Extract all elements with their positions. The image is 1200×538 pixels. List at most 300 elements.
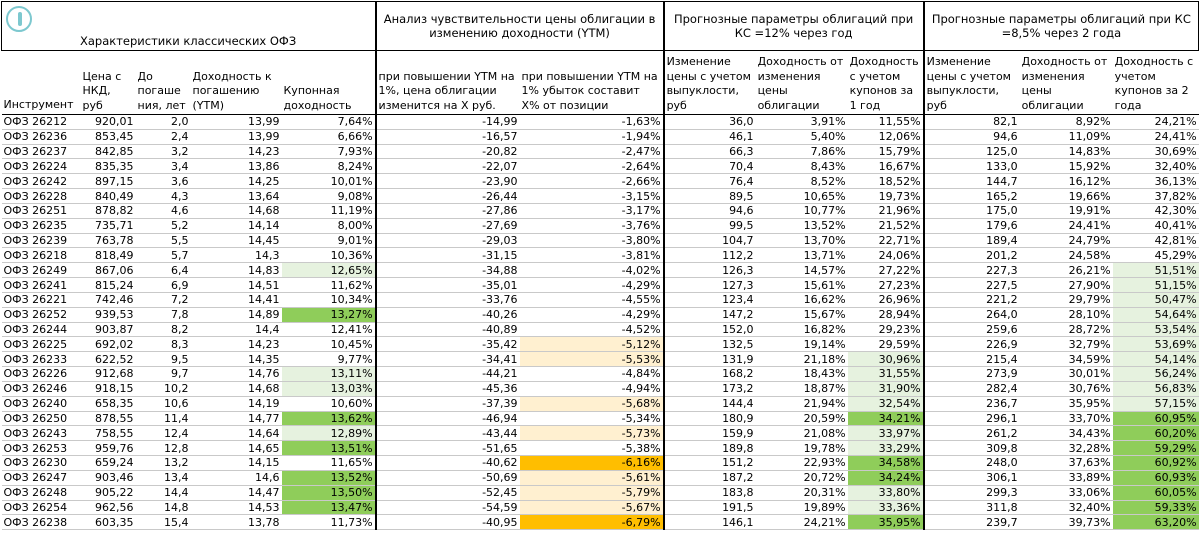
cell-price: 959,76 — [81, 441, 136, 456]
cell-coupon-yield: 6,66% — [282, 129, 376, 144]
cell-price-yield-1y: 19,78% — [756, 441, 848, 456]
cell-price-change-convexity-1y: 89,5 — [664, 189, 756, 204]
cell-price-change-convexity-2y: 179,6 — [924, 218, 1020, 233]
cell-price-change-convexity-2y: 189,4 — [924, 233, 1020, 248]
cell-price-yield-2y: 32,79% — [1020, 337, 1113, 352]
cell-total-yield-1y: 22,71% — [848, 233, 924, 248]
cell-price: 905,22 — [81, 485, 136, 500]
cell-ytm: 14,23 — [191, 337, 282, 352]
cell-coupon-yield: 10,01% — [282, 174, 376, 189]
cell-total-yield-2y: 50,47% — [1113, 292, 1199, 307]
cell-price-change-1pct: -40,26 — [376, 307, 520, 322]
cell-price-change-convexity-2y: 264,0 — [924, 307, 1020, 322]
ofz-table — [1, 1, 1199, 530]
cell-price-change-convexity-2y: 215,4 — [924, 352, 1020, 367]
cell-total-yield-1y: 31,55% — [848, 367, 924, 382]
cell-price-change-1pct: -34,41 — [376, 352, 520, 367]
cell-total-yield-1y: 15,79% — [848, 144, 924, 159]
table-row — [2, 456, 1199, 471]
cell-price: 758,55 — [81, 426, 136, 441]
cell-price: 659,24 — [81, 456, 136, 471]
cell-instrument: ОФЗ 26225 — [2, 337, 81, 352]
table-row — [2, 426, 1199, 441]
cell-price-change-1pct: -35,01 — [376, 278, 520, 293]
cell-price-yield-2y: 26,21% — [1020, 263, 1113, 278]
cell-ytm: 14,4 — [191, 322, 282, 337]
cell-price: 962,56 — [81, 500, 136, 515]
cell-total-yield-1y: 33,80% — [848, 485, 924, 500]
cell-loss-pct: -5,12% — [520, 337, 664, 352]
cell-instrument: ОФЗ 26254 — [2, 500, 81, 515]
cell-price: 840,49 — [81, 189, 136, 204]
cell-years-to-maturity: 2,0 — [136, 115, 191, 130]
cell-years-to-maturity: 5,5 — [136, 233, 191, 248]
cell-price-change-convexity-1y: 127,3 — [664, 278, 756, 293]
cell-ytm: 14,47 — [191, 485, 282, 500]
cell-price-yield-2y: 8,92% — [1020, 115, 1113, 130]
cell-price-change-convexity-1y: 180,9 — [664, 411, 756, 426]
cell-total-yield-2y: 60,92% — [1113, 456, 1199, 471]
cell-price: 763,78 — [81, 233, 136, 248]
cell-total-yield-2y: 42,81% — [1113, 233, 1199, 248]
cell-price-yield-2y: 39,73% — [1020, 515, 1113, 530]
cell-price-change-convexity-1y: 152,0 — [664, 322, 756, 337]
table-row — [2, 470, 1199, 485]
cell-price-change-convexity-2y: 273,9 — [924, 367, 1020, 382]
cell-total-yield-1y: 21,52% — [848, 218, 924, 233]
cell-price-change-convexity-1y: 191,5 — [664, 500, 756, 515]
cell-total-yield-1y: 35,95% — [848, 515, 924, 530]
cell-price-yield-1y: 13,52% — [756, 218, 848, 233]
cell-price-change-convexity-1y: 132,5 — [664, 337, 756, 352]
cell-price-yield-1y: 5,40% — [756, 129, 848, 144]
cell-coupon-yield: 10,36% — [282, 248, 376, 263]
cell-ytm: 14,65 — [191, 441, 282, 456]
cell-price-yield-2y: 30,01% — [1020, 367, 1113, 382]
cell-coupon-yield: 11,73% — [282, 515, 376, 530]
column-header-price-change-convexity-2y: Изменение цены с учетом выпуклости, руб — [924, 51, 1020, 115]
cell-loss-pct: -5,68% — [520, 396, 664, 411]
cell-price-yield-2y: 29,79% — [1020, 292, 1113, 307]
cell-loss-pct: -1,63% — [520, 115, 664, 130]
cell-price-change-convexity-2y: 282,4 — [924, 381, 1020, 396]
cell-price-change-1pct: -23,90 — [376, 174, 520, 189]
cell-price-change-convexity-1y: 46,1 — [664, 129, 756, 144]
table-row — [2, 485, 1199, 500]
cell-price-change-1pct: -27,69 — [376, 218, 520, 233]
table-row — [2, 411, 1199, 426]
cell-ytm: 14,51 — [191, 278, 282, 293]
cell-ytm: 14,77 — [191, 411, 282, 426]
cell-price-change-convexity-1y: 147,2 — [664, 307, 756, 322]
cell-loss-pct: -5,79% — [520, 485, 664, 500]
cell-price-change-1pct: -50,69 — [376, 470, 520, 485]
cell-total-yield-1y: 34,58% — [848, 456, 924, 471]
cell-price-yield-1y: 16,62% — [756, 292, 848, 307]
cell-loss-pct: -5,34% — [520, 411, 664, 426]
cell-years-to-maturity: 9,7 — [136, 367, 191, 382]
column-header-row — [2, 51, 1199, 115]
cell-price-yield-1y: 21,94% — [756, 396, 848, 411]
cell-years-to-maturity: 5,7 — [136, 248, 191, 263]
cell-years-to-maturity: 6,4 — [136, 263, 191, 278]
table-row — [2, 189, 1199, 204]
cell-price-change-convexity-1y: 70,4 — [664, 159, 756, 174]
cell-price-yield-1y: 8,52% — [756, 174, 848, 189]
cell-years-to-maturity: 3,6 — [136, 174, 191, 189]
cell-years-to-maturity: 13,2 — [136, 456, 191, 471]
cell-ytm: 14,19 — [191, 396, 282, 411]
cell-price: 939,53 — [81, 307, 136, 322]
cell-ytm: 14,76 — [191, 367, 282, 382]
cell-price-change-convexity-1y: 126,3 — [664, 263, 756, 278]
cell-total-yield-1y: 16,67% — [848, 159, 924, 174]
cell-price-yield-1y: 13,70% — [756, 233, 848, 248]
cell-total-yield-1y: 30,96% — [848, 352, 924, 367]
cell-coupon-yield: 13,47% — [282, 500, 376, 515]
cell-coupon-yield: 8,00% — [282, 218, 376, 233]
cell-total-yield-2y: 30,69% — [1113, 144, 1199, 159]
cell-loss-pct: -6,79% — [520, 515, 664, 530]
cell-loss-pct: -4,29% — [520, 307, 664, 322]
table-row — [2, 203, 1199, 218]
cell-coupon-yield: 10,34% — [282, 292, 376, 307]
cell-price-yield-2y: 11,09% — [1020, 129, 1113, 144]
cell-price-change-1pct: -14,99 — [376, 115, 520, 130]
cell-price: 920,01 — [81, 115, 136, 130]
column-header-price: Цена с НКД, руб — [81, 51, 136, 115]
cell-ytm: 14,25 — [191, 174, 282, 189]
cell-total-yield-2y: 59,33% — [1113, 500, 1199, 515]
cell-coupon-yield: 13,51% — [282, 441, 376, 456]
cell-price: 897,15 — [81, 174, 136, 189]
cell-ytm: 14,53 — [191, 500, 282, 515]
cell-coupon-yield: 13,62% — [282, 411, 376, 426]
cell-instrument: ОФЗ 26243 — [2, 426, 81, 441]
cell-price-change-convexity-2y: 261,2 — [924, 426, 1020, 441]
cell-loss-pct: -4,29% — [520, 278, 664, 293]
cell-price-yield-2y: 35,95% — [1020, 396, 1113, 411]
cell-instrument: ОФЗ 26252 — [2, 307, 81, 322]
cell-coupon-yield: 12,41% — [282, 322, 376, 337]
cell-years-to-maturity: 3,2 — [136, 144, 191, 159]
cell-price-change-convexity-2y: 296,1 — [924, 411, 1020, 426]
cell-price-change-1pct: -52,45 — [376, 485, 520, 500]
cell-loss-pct: -4,55% — [520, 292, 664, 307]
cell-price-yield-1y: 15,67% — [756, 307, 848, 322]
cell-instrument: ОФЗ 26230 — [2, 456, 81, 471]
cell-coupon-yield: 13,03% — [282, 381, 376, 396]
table-row — [2, 500, 1199, 515]
cell-years-to-maturity: 11,4 — [136, 411, 191, 426]
cell-total-yield-2y: 37,82% — [1113, 189, 1199, 204]
cell-loss-pct: -5,67% — [520, 500, 664, 515]
cell-price-change-convexity-2y: 227,5 — [924, 278, 1020, 293]
cell-coupon-yield: 11,19% — [282, 203, 376, 218]
cell-total-yield-2y: 24,21% — [1113, 115, 1199, 130]
cell-price: 692,02 — [81, 337, 136, 352]
cell-total-yield-1y: 33,29% — [848, 441, 924, 456]
cell-ytm: 14,14 — [191, 218, 282, 233]
cell-price-yield-1y: 10,65% — [756, 189, 848, 204]
cell-instrument: ОФЗ 26244 — [2, 322, 81, 337]
cell-ytm: 14,89 — [191, 307, 282, 322]
cell-price-change-1pct: -40,62 — [376, 456, 520, 471]
cell-price-change-1pct: -44,21 — [376, 367, 520, 382]
cell-instrument: ОФЗ 26249 — [2, 263, 81, 278]
cell-instrument: ОФЗ 26236 — [2, 129, 81, 144]
cell-instrument: ОФЗ 26212 — [2, 115, 81, 130]
cell-years-to-maturity: 15,4 — [136, 515, 191, 530]
cell-total-yield-2y: 54,14% — [1113, 352, 1199, 367]
cell-instrument: ОФЗ 26250 — [2, 411, 81, 426]
cell-coupon-yield: 13,11% — [282, 367, 376, 382]
cell-price-change-convexity-1y: 168,2 — [664, 367, 756, 382]
cell-years-to-maturity: 7,2 — [136, 292, 191, 307]
cell-price-change-convexity-1y: 123,4 — [664, 292, 756, 307]
cell-years-to-maturity: 4,6 — [136, 203, 191, 218]
cell-total-yield-1y: 26,96% — [848, 292, 924, 307]
cell-price-yield-2y: 24,79% — [1020, 233, 1113, 248]
cell-price-change-convexity-2y: 144,7 — [924, 174, 1020, 189]
cell-price-yield-1y: 19,14% — [756, 337, 848, 352]
column-header-instrument: Инструмент — [2, 51, 81, 115]
column-header-coupon-yield: Купонная доходность — [282, 51, 376, 115]
cell-price-change-convexity-1y: 76,4 — [664, 174, 756, 189]
cell-total-yield-2y: 53,54% — [1113, 322, 1199, 337]
cell-price-change-1pct: -22,07 — [376, 159, 520, 174]
cell-years-to-maturity: 10,6 — [136, 396, 191, 411]
cell-price-change-1pct: -54,59 — [376, 500, 520, 515]
cell-price-yield-2y: 27,90% — [1020, 278, 1113, 293]
column-header-total-yield-1y: Доходность с учетом купонов за 1 год — [848, 51, 924, 115]
cell-total-yield-2y: 45,29% — [1113, 248, 1199, 263]
group-header-row — [2, 2, 1199, 51]
table-row — [2, 381, 1199, 396]
cell-price: 835,35 — [81, 159, 136, 174]
cell-instrument: ОФЗ 26253 — [2, 441, 81, 456]
cell-total-yield-1y: 24,06% — [848, 248, 924, 263]
cell-coupon-yield: 7,93% — [282, 144, 376, 159]
cell-total-yield-2y: 51,15% — [1113, 278, 1199, 293]
cell-ytm: 14,6 — [191, 470, 282, 485]
cell-price-change-convexity-1y: 36,0 — [664, 115, 756, 130]
cell-price: 853,45 — [81, 129, 136, 144]
cell-instrument: ОФЗ 26241 — [2, 278, 81, 293]
cell-years-to-maturity: 5,2 — [136, 218, 191, 233]
cell-years-to-maturity: 14,4 — [136, 485, 191, 500]
cell-instrument: ОФЗ 26237 — [2, 144, 81, 159]
cell-price-change-convexity-1y: 189,8 — [664, 441, 756, 456]
cell-total-yield-1y: 34,24% — [848, 470, 924, 485]
cell-years-to-maturity: 3,4 — [136, 159, 191, 174]
cell-total-yield-1y: 19,73% — [848, 189, 924, 204]
cell-price-change-1pct: -35,42 — [376, 337, 520, 352]
table-row — [2, 322, 1199, 337]
cell-price-change-convexity-1y: 159,9 — [664, 426, 756, 441]
cell-price-change-convexity-2y: 309,8 — [924, 441, 1020, 456]
cell-total-yield-2y: 54,64% — [1113, 307, 1199, 322]
cell-price-yield-2y: 28,10% — [1020, 307, 1113, 322]
cell-total-yield-2y: 63,20% — [1113, 515, 1199, 530]
column-header-loss-pct: при повышении YTM на 1% убыток составит X% от позиции — [520, 51, 664, 115]
column-header-price-change-1pct: при повышении YTM на 1%, цена облигации изменится на X руб. — [376, 51, 520, 115]
cell-years-to-maturity: 2,4 — [136, 129, 191, 144]
cell-total-yield-1y: 28,94% — [848, 307, 924, 322]
cell-total-yield-1y: 34,21% — [848, 411, 924, 426]
cell-total-yield-1y: 33,97% — [848, 426, 924, 441]
cell-price: 842,85 — [81, 144, 136, 159]
cell-total-yield-1y: 27,22% — [848, 263, 924, 278]
cell-instrument: ОФЗ 26242 — [2, 174, 81, 189]
cell-loss-pct: -5,53% — [520, 352, 664, 367]
cell-price-yield-2y: 19,91% — [1020, 203, 1113, 218]
cell-loss-pct: -4,52% — [520, 322, 664, 337]
cell-price-yield-1y: 20,59% — [756, 411, 848, 426]
cell-price-yield-1y: 7,86% — [756, 144, 848, 159]
cell-total-yield-2y: 51,51% — [1113, 263, 1199, 278]
column-header-price-yield-1y: Доходность от изменения цены облигации — [756, 51, 848, 115]
cell-price-yield-1y: 21,08% — [756, 426, 848, 441]
cell-total-yield-2y: 60,93% — [1113, 470, 1199, 485]
cell-price-change-convexity-1y: 146,1 — [664, 515, 756, 530]
cell-price-change-1pct: -43,44 — [376, 426, 520, 441]
cell-years-to-maturity: 12,8 — [136, 441, 191, 456]
cell-price: 912,68 — [81, 367, 136, 382]
group-header-sensitivity: Анализ чувствительности цены облигации в изменению доходности (YTM) — [376, 2, 664, 51]
cell-price-change-convexity-2y: 221,2 — [924, 292, 1020, 307]
cell-total-yield-2y: 60,20% — [1113, 426, 1199, 441]
cell-loss-pct: -2,47% — [520, 144, 664, 159]
cell-price-change-1pct: -26,44 — [376, 189, 520, 204]
cell-years-to-maturity: 7,8 — [136, 307, 191, 322]
cell-loss-pct: -1,94% — [520, 129, 664, 144]
cell-price-change-convexity-1y: 151,2 — [664, 456, 756, 471]
cell-price-yield-2y: 37,63% — [1020, 456, 1113, 471]
cell-ytm: 14,45 — [191, 233, 282, 248]
table-row — [2, 515, 1199, 530]
cell-instrument: ОФЗ 26238 — [2, 515, 81, 530]
cell-years-to-maturity: 14,8 — [136, 500, 191, 515]
column-header-total-yield-2y: Доходность с учетом купонов за 2 года — [1113, 51, 1199, 115]
cell-coupon-yield: 11,62% — [282, 278, 376, 293]
cell-loss-pct: -2,66% — [520, 174, 664, 189]
cell-price-change-convexity-2y: 133,0 — [924, 159, 1020, 174]
cell-instrument: ОФЗ 26226 — [2, 367, 81, 382]
cell-price-change-convexity-2y: 259,6 — [924, 322, 1020, 337]
cell-years-to-maturity: 6,9 — [136, 278, 191, 293]
cell-price-change-convexity-2y: 239,7 — [924, 515, 1020, 530]
cell-price-change-1pct: -37,39 — [376, 396, 520, 411]
cell-total-yield-2y: 57,15% — [1113, 396, 1199, 411]
cell-price-change-convexity-2y: 165,2 — [924, 189, 1020, 204]
cell-price-change-convexity-1y: 183,8 — [664, 485, 756, 500]
cell-price-change-convexity-2y: 248,0 — [924, 456, 1020, 471]
cell-price-yield-2y: 19,66% — [1020, 189, 1113, 204]
cell-price-change-1pct: -34,88 — [376, 263, 520, 278]
cell-total-yield-2y: 60,05% — [1113, 485, 1199, 500]
table-row — [2, 159, 1199, 174]
cell-price-change-convexity-2y: 82,1 — [924, 115, 1020, 130]
cell-price-change-1pct: -33,76 — [376, 292, 520, 307]
cell-instrument: ОФЗ 26228 — [2, 189, 81, 204]
cell-price: 603,35 — [81, 515, 136, 530]
cell-price-yield-2y: 15,92% — [1020, 159, 1113, 174]
cell-price-change-convexity-2y: 227,3 — [924, 263, 1020, 278]
cell-instrument: ОФЗ 26233 — [2, 352, 81, 367]
table-row — [2, 307, 1199, 322]
cell-coupon-yield: 13,27% — [282, 307, 376, 322]
cell-price-yield-1y: 8,43% — [756, 159, 848, 174]
cell-price-change-convexity-2y: 299,3 — [924, 485, 1020, 500]
cell-price: 878,82 — [81, 203, 136, 218]
group-header-classic: Характеристики классических ОФЗ — [2, 2, 376, 51]
table-row — [2, 218, 1199, 233]
cell-ytm: 14,35 — [191, 352, 282, 367]
cell-coupon-yield: 13,50% — [282, 485, 376, 500]
cell-loss-pct: -3,17% — [520, 203, 664, 218]
cell-instrument: ОФЗ 26246 — [2, 381, 81, 396]
cell-total-yield-2y: 42,30% — [1113, 203, 1199, 218]
cell-price-change-convexity-1y: 173,2 — [664, 381, 756, 396]
table-row — [2, 233, 1199, 248]
cell-price-change-1pct: -40,89 — [376, 322, 520, 337]
cell-total-yield-1y: 29,23% — [848, 322, 924, 337]
cell-loss-pct: -4,02% — [520, 263, 664, 278]
cell-loss-pct: -5,61% — [520, 470, 664, 485]
cell-price-change-convexity-2y: 311,8 — [924, 500, 1020, 515]
cell-total-yield-2y: 24,41% — [1113, 129, 1199, 144]
cell-total-yield-1y: 27,23% — [848, 278, 924, 293]
cell-price-yield-1y: 20,31% — [756, 485, 848, 500]
cell-price-change-convexity-2y: 306,1 — [924, 470, 1020, 485]
cell-price-change-1pct: -45,36 — [376, 381, 520, 396]
table-row — [2, 337, 1199, 352]
cell-total-yield-1y: 32,54% — [848, 396, 924, 411]
cell-coupon-yield: 12,89% — [282, 426, 376, 441]
column-header-ytm: Доходность к погашению (YTM) — [191, 51, 282, 115]
cell-coupon-yield: 9,77% — [282, 352, 376, 367]
cell-price-change-convexity-1y: 112,2 — [664, 248, 756, 263]
table-body — [2, 115, 1199, 530]
cell-total-yield-2y: 40,41% — [1113, 218, 1199, 233]
cell-total-yield-1y: 21,96% — [848, 203, 924, 218]
cell-instrument: ОФЗ 26224 — [2, 159, 81, 174]
cell-price-yield-2y: 32,40% — [1020, 500, 1113, 515]
cell-price-change-1pct: -20,82 — [376, 144, 520, 159]
cell-price-yield-2y: 28,72% — [1020, 322, 1113, 337]
table-row — [2, 352, 1199, 367]
cell-price: 818,49 — [81, 248, 136, 263]
cell-loss-pct: -4,94% — [520, 381, 664, 396]
cell-price-change-convexity-2y: 94,6 — [924, 129, 1020, 144]
cell-price-yield-1y: 15,61% — [756, 278, 848, 293]
cell-price-change-convexity-2y: 226,9 — [924, 337, 1020, 352]
table-row — [2, 248, 1199, 263]
cell-loss-pct: -4,84% — [520, 367, 664, 382]
cell-ytm: 14,15 — [191, 456, 282, 471]
cell-ytm: 14,3 — [191, 248, 282, 263]
cell-instrument: ОФЗ 26221 — [2, 292, 81, 307]
table-row — [2, 292, 1199, 307]
cell-coupon-yield: 9,08% — [282, 189, 376, 204]
cell-price: 878,55 — [81, 411, 136, 426]
cell-price-yield-2y: 34,59% — [1020, 352, 1113, 367]
cell-price: 622,52 — [81, 352, 136, 367]
cell-price-yield-1y: 13,71% — [756, 248, 848, 263]
cell-price: 815,24 — [81, 278, 136, 293]
cell-years-to-maturity: 12,4 — [136, 426, 191, 441]
